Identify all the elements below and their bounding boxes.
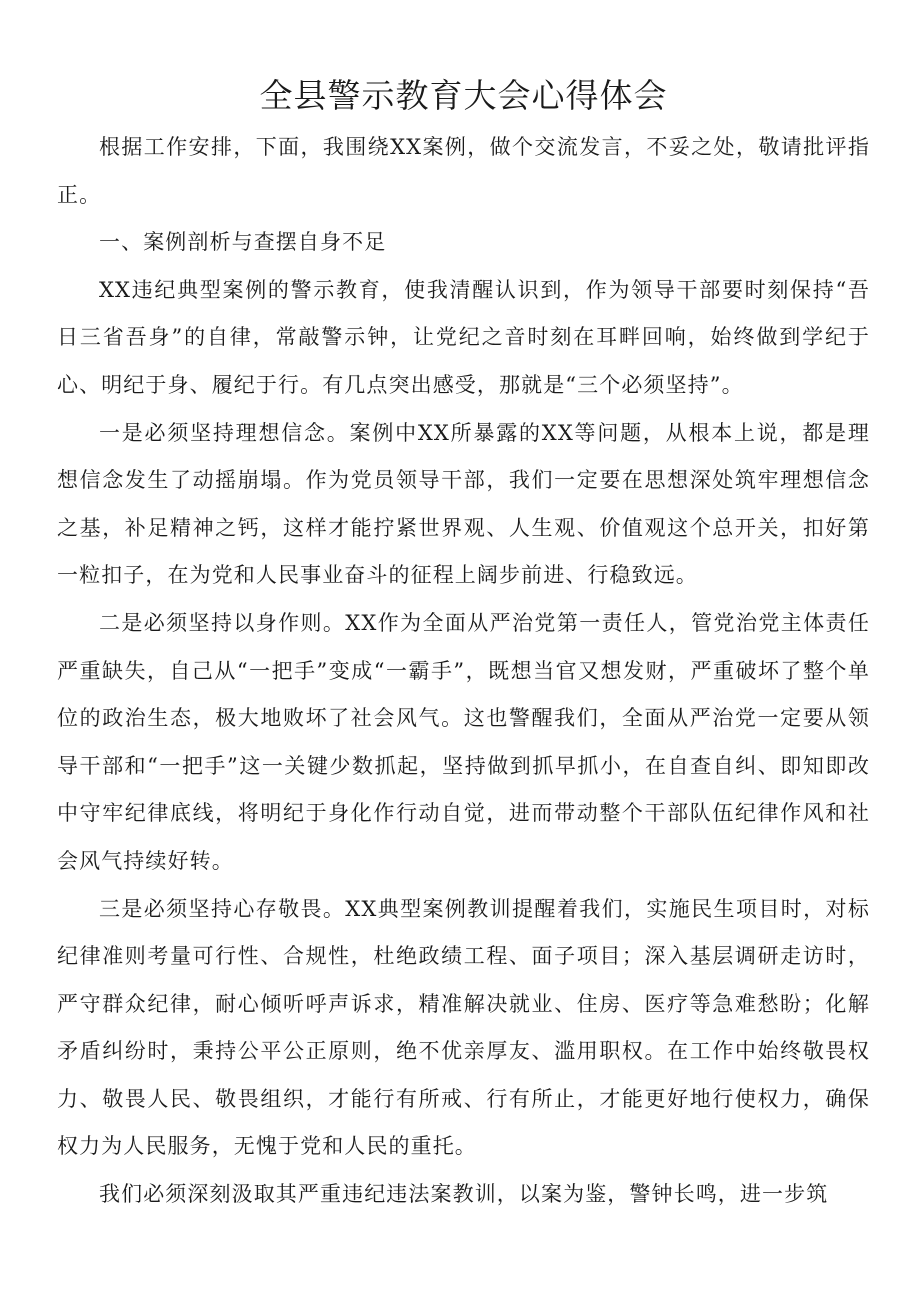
section-heading: 一、案例剖析与查摆自身不足 [99,230,387,255]
document-title: 全县警示教育大会心得体会 [259,76,668,115]
paragraph-conclusion: 我们必须深刻汲取其严重违纪违法案教训，以案为鉴，警钟长鸣，进一步筑 [99,1182,829,1207]
paragraph-point-three: 三是必须坚持心存敬畏。XX典型案例教训提醒着我们，实施民生项目时，对标纪律准则考量可行性、合规性，杜绝政绩工程、面子项目；深入基层调研走访时，严守群众纪律，耐心倾听呼声诉求，精准解决就业、住房、医疗等急难愁盼；化解矛盾纠纷时，秉持公平公正原则，绝不优亲厚友、滥用职权。在工作中始终敬畏权力、敬畏人民、敬畏组织，才能行有所戒、行有所止，才能更好地行使权力，确保权力为人民服务，无愧于党和人民的重托。 [57,896,870,1159]
paragraph-point-one: 一是必须坚持理想信念。案例中XX所暴露的XX等问题，从根本上说，都是理想信念发生了动摇崩塌。作为党员领导干部，我们一定要在思想深处筑牢理想信念之基，补足精神之钙，这样才能拧紧世界观、人生观、价值观这个总开关，扣好第一粒扣子，在为党和人民事业奋斗的征程上阔步前进、行稳致远。 [57,420,870,588]
paragraph-point-two: 二是必须坚持以身作则。XX作为全面从严治党第一责任人，管党治党主体责任严重缺失，自己从“一把手”变成“一霸手”，既想当官又想发财，严重破坏了整个单位的政治生态，极大地败坏了社会风气。这也警醒我们，全面从严治党一定要从领导干部和“一把手”这一关键少数抓起，坚持做到抓早抓小，在自查自纠、即知即改中守牢纪律底线，将明纪于身化作行动自觉，进而带动整个干部队伍纪律作风和社会风气持续好转。 [57,610,870,873]
paragraph-overview: XX违纪典型案例的警示教育，使我清醒认识到，作为领导干部要时刻保持“吾日三省吾身”的自律，常敲警示钟，让党纪之音时刻在耳畔回响，始终做到学纪于心、明纪于身、履纪于行。有几点突出感受，那就是“三个必须坚持”。 [57,277,870,397]
paragraph-intro: 根据工作安排，下面，我围绕XX案例，做个交流发言，不妥之处，敬请批评指正。 [57,135,870,207]
